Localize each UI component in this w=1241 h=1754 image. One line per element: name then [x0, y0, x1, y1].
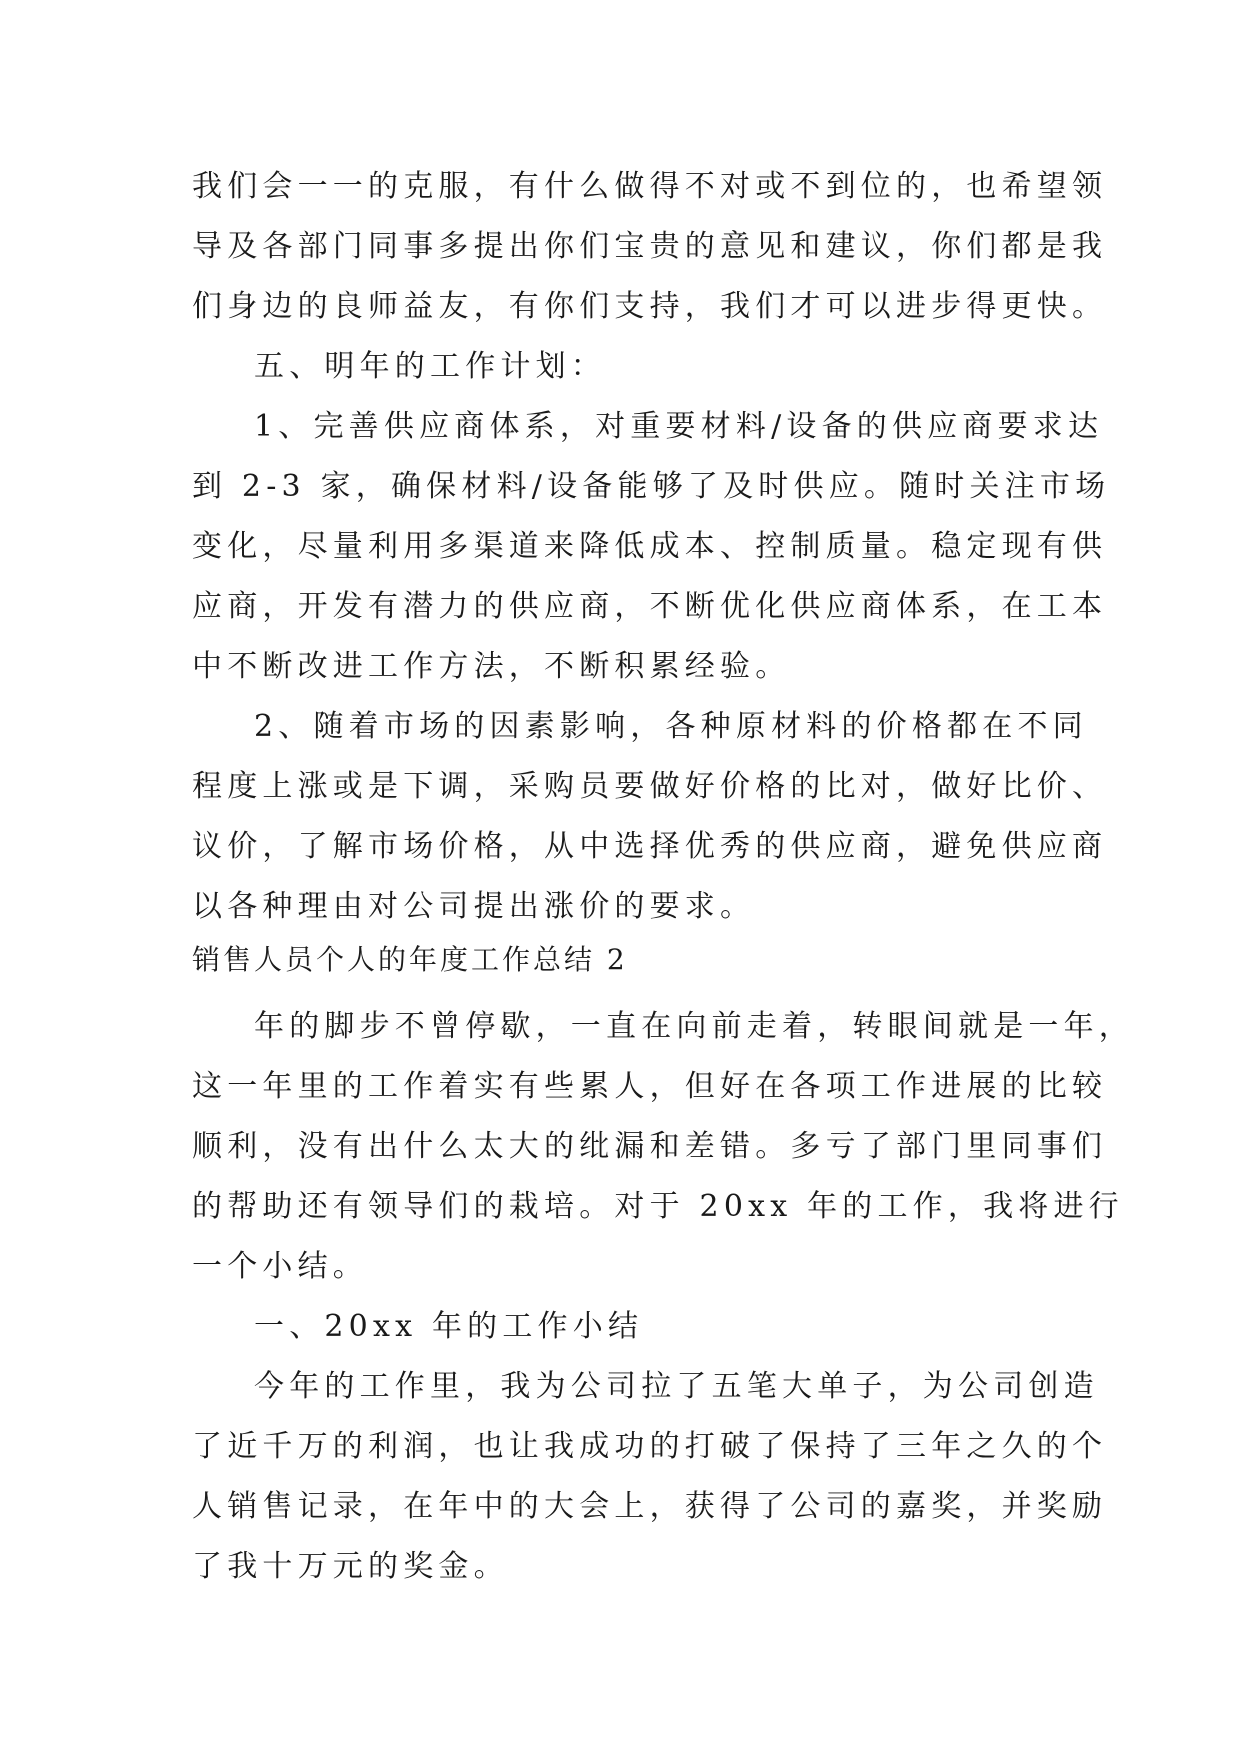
body-text-line: 导及各部门同事多提出你们宝贵的意见和建议，你们都是我 — [192, 229, 1108, 264]
body-text-line: 变化，尽量利用多渠道来降低成本、控制质量。稳定现有供 — [192, 529, 1108, 564]
body-text-line: 今年的工作里，我为公司拉了五笔大单子，为公司创造 — [254, 1369, 1099, 1404]
body-text-line: 的帮助还有领导们的栽培。对于 20xx 年的工作，我将进行 — [192, 1189, 1124, 1224]
body-text-line: 到 2-3 家，确保材料/设备能够了及时供应。随时关注市场 — [192, 469, 1111, 504]
section-heading: 五、明年的工作计划： — [254, 349, 606, 384]
body-text-line: 一个小结。 — [192, 1249, 368, 1284]
body-text-line: 这一年里的工作着实有些累人，但好在各项工作进展的比较 — [192, 1069, 1108, 1104]
body-text-line: 了近千万的利润，也让我成功的打破了保持了三年之久的个 — [192, 1429, 1108, 1464]
body-text-line: 2、随着市场的因素影响，各种原材料的价格都在不同 — [254, 709, 1088, 744]
body-text-line: 们身边的良师益友，有你们支持，我们才可以进步得更快。 — [192, 289, 1108, 324]
section-heading: 一、20xx 年的工作小结 — [254, 1309, 644, 1344]
body-text-line: 应商，开发有潜力的供应商，不断优化供应商体系，在工本 — [192, 589, 1108, 624]
body-text-line: 顺利，没有出什么太大的纰漏和差错。多亏了部门里同事们 — [192, 1129, 1108, 1164]
body-text-line: 以各种理由对公司提出涨价的要求。 — [192, 889, 756, 924]
body-text-line: 人销售记录，在年中的大会上，获得了公司的嘉奖，并奖励 — [192, 1489, 1108, 1524]
body-text-line: 1、完善供应商体系，对重要材料/设备的供应商要求达 — [254, 409, 1104, 444]
body-text-line: 中不断改进工作方法，不断积累经验。 — [192, 649, 791, 684]
body-text-line: 议价，了解市场价格，从中选择优秀的供应商，避免供应商 — [192, 829, 1108, 864]
body-text-line: 了我十万元的奖金。 — [192, 1549, 509, 1584]
body-text-line: 我们会一一的克服，有什么做得不对或不到位的，也希望领 — [192, 169, 1108, 204]
body-text-line: 程度上涨或是下调，采购员要做好价格的比对，做好比价、 — [192, 769, 1108, 804]
document-title: 销售人员个人的年度工作总结 2 — [192, 943, 628, 976]
body-text-line: 年的脚步不曾停歇，一直在向前走着，转眼间就是一年， — [254, 1009, 1134, 1044]
